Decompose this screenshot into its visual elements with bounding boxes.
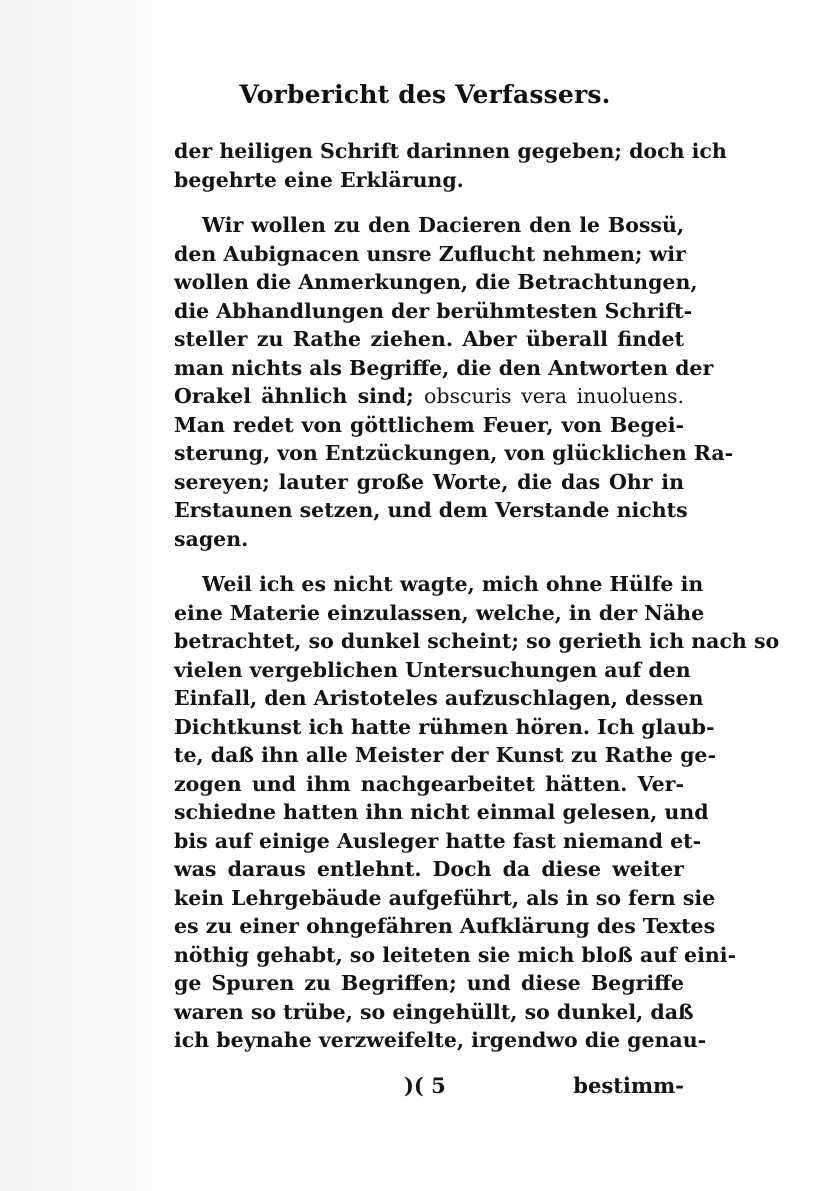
text-line: sagen.	[174, 526, 249, 551]
paragraph	[174, 570, 780, 1055]
signature-mark: )( 5	[404, 1073, 446, 1098]
latin-quote: obscuris vera inuoluens.	[423, 384, 685, 408]
text-line: sereyen; lauter große Worte, die das Ohr in	[174, 469, 684, 494]
text-line: man nichts als Begriffe, die den Antworten der	[174, 355, 714, 380]
text-line: bis auf einige Ausleger hatte fast niemand et-	[174, 828, 702, 853]
text-line: die Abhandlungen der berühmtesten Schrift-	[174, 298, 693, 323]
text-line: wollen die Anmerkungen, die Betrachtungen,	[174, 270, 698, 294]
scan-shadow	[0, 0, 168, 1191]
text-line: Weil ich es nicht wagte, mich ohne Hülfe in	[202, 572, 704, 596]
text-line: ge Spuren zu Begriffen; und diese Begriffe	[174, 971, 684, 995]
text-line: Erstaunen setzen, und dem Verstande nichts	[174, 498, 688, 522]
paragraph	[174, 211, 734, 553]
text-line: steller zu Rathe ziehen. Aber überall findet	[174, 327, 684, 351]
text-line: betrachtet, so dunkel scheint; so gerieth ich nach so	[174, 629, 780, 653]
text-line: sterung, von Entzückungen, von glücklichen Ra-	[174, 441, 734, 465]
text-line: vielen vergeblichen Untersuchungen auf den	[174, 657, 691, 682]
running-head: Vorbericht des Verfassers.	[239, 80, 611, 109]
text-line: Orakel ähnlich sind; obscuris vera inuoluens.	[174, 384, 685, 408]
body-text	[174, 137, 780, 1072]
text-line: Wir wollen zu den Dacieren den le Bossü,	[202, 213, 684, 237]
text-line: zogen und ihm nachgearbeitet hätten. Ver-	[174, 771, 684, 796]
text-line: waren so trübe, so eingehüllt, so dunkel, daß	[174, 999, 694, 1024]
text-line: begehrte eine Erklärung.	[174, 167, 464, 192]
text-line: Einfall, den Aristoteles aufzuschlagen, dessen	[174, 686, 704, 710]
text-line: kein Lehrgebäude aufgeführt, als in so fern sie	[174, 885, 716, 910]
paragraph	[174, 137, 727, 194]
text-line: nöthig gehabt, so leiteten sie mich bloß auf eini-	[174, 942, 737, 967]
text-line: Dichtkunst ich hatte rühmen hören. Ich glaub-	[174, 714, 715, 739]
catchword: bestimm-	[573, 1073, 684, 1098]
text-line: ich beynahe verzweifelte, irgendwo die genau-	[174, 1028, 707, 1052]
text-line: der heiligen Schrift darinnen gegeben; doch ich	[174, 139, 727, 163]
text-line: schiedne hatten ihn nicht einmal gelesen, und	[174, 800, 709, 824]
page-footer	[174, 1073, 684, 1107]
text-line: was daraus entlehnt. Doch da diese weiter	[174, 857, 684, 881]
text-line: te, daß ihn alle Meister der Kunst zu Rathe ge-	[174, 743, 716, 767]
text-line: eine Materie einzulassen, welche, in der Nähe	[174, 600, 705, 625]
text-line: den Aubignacen unsre Zuflucht nehmen; wir	[174, 241, 686, 266]
text-line: Man redet von göttlichem Feuer, von Begei-	[174, 412, 684, 437]
text-line: es zu einer ohngefähren Aufklärung des Textes	[174, 914, 716, 938]
